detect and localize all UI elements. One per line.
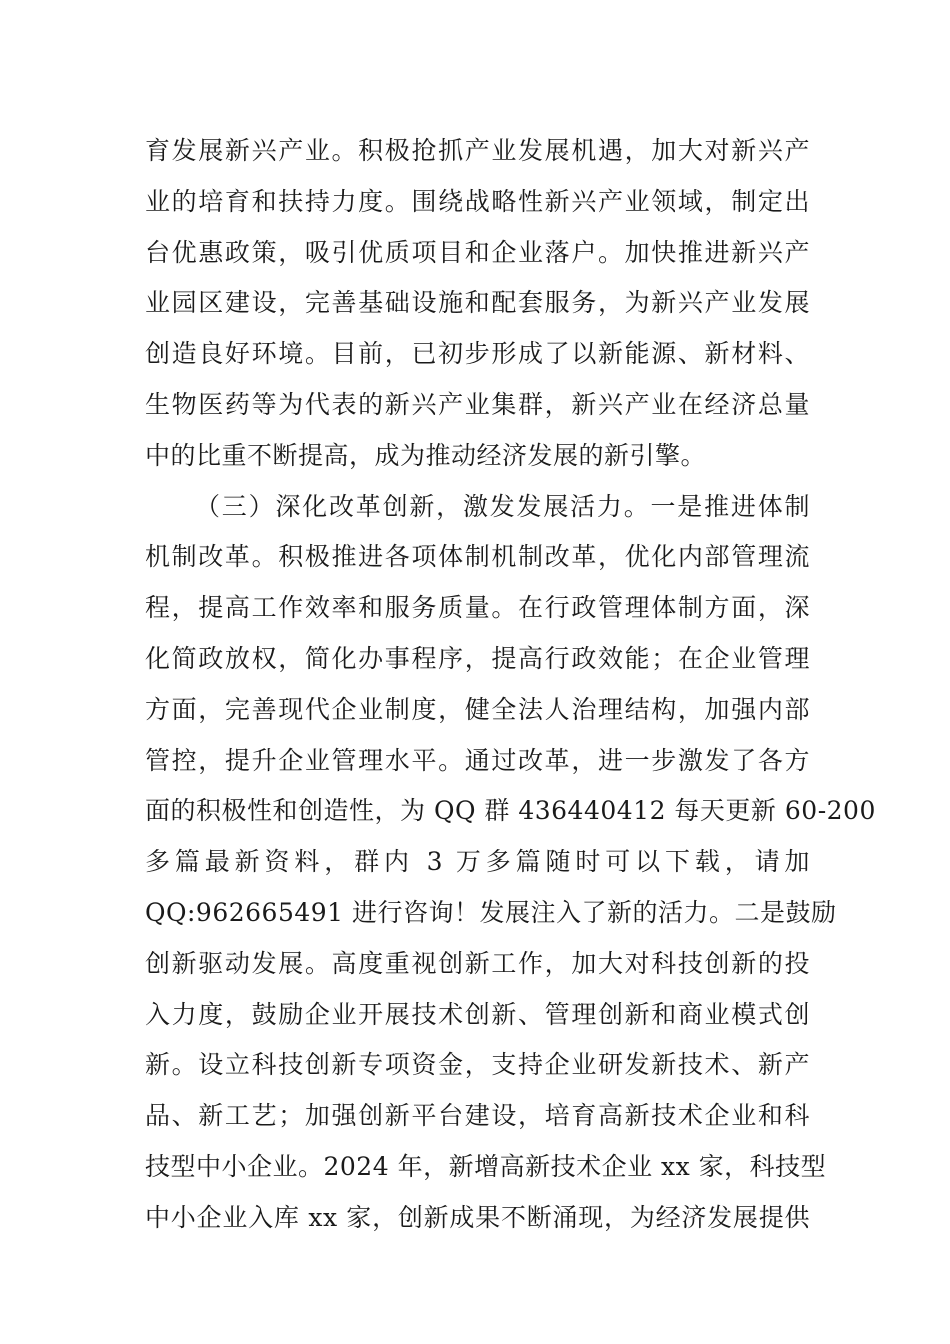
- text-line: 入力度，鼓励企业开展技术创新、管理创新和商业模式创: [145, 999, 810, 1029]
- text-line: 创新驱动发展。高度重视创新工作，加大对科技创新的投: [145, 948, 810, 978]
- text-line: 业园区建设，完善基础设施和配套服务，为新兴产业发展: [145, 288, 810, 318]
- body-text: [145, 126, 876, 1244]
- text-line: 创造良好环境。目前，已初步形成了以新能源、新材料、: [145, 339, 810, 369]
- text-line: 育发展新兴产业。积极抢抓产业发展机遇，加大对新兴产: [145, 136, 810, 165]
- text-line: 化简政放权，简化办事程序，提高行政效能；在企业管理: [145, 643, 810, 673]
- text-line: 多篇最新资料，群内 3 万多篇随时可以下载，请加: [145, 847, 810, 877]
- text-line: 生物医药等为代表的新兴产业集群，新兴产业在经济总量: [145, 389, 810, 419]
- text-line: 中小企业入库 xx 家，创新成果不断涌现，为经济发展提供: [145, 1202, 810, 1232]
- text-line: 品、新工艺；加强创新平台建设，培育高新技术企业和科: [145, 1101, 810, 1131]
- text-line: 机制改革。积极推进各项体制机制改革，优化内部管理流: [145, 542, 810, 572]
- text-line: 新。设立科技创新专项资金，支持企业研发新技术、新产: [145, 1050, 810, 1080]
- text-line: 业的培育和扶持力度。围绕战略性新兴产业领域，制定出: [145, 186, 810, 216]
- paragraph-end-line: 中的比重不断提高，成为推动经济发展的新引擎。: [145, 440, 707, 470]
- text-line: 技型中小企业。2024 年，新增高新技术企业 xx 家，科技型: [145, 1151, 827, 1181]
- text-line: 面的积极性和创造性，为 QQ 群 436440412 每天更新 60-200: [145, 796, 876, 826]
- text-line: 管控，提升企业管理水平。通过改革，进一步激发了各方: [145, 745, 810, 775]
- text-line: QQ:962665491 进行咨询！发展注入了新的活力。二是鼓励: [145, 897, 837, 927]
- text-line: 台优惠政策，吸引优质项目和企业落户。加快推进新兴产: [145, 237, 810, 267]
- text-line: 程，提高工作效率和服务质量。在行政管理体制方面，深: [145, 593, 810, 623]
- section-heading-line: （三）深化改革创新，激发发展活力。一是推进体制: [195, 491, 810, 521]
- text-line: 方面，完善现代企业制度，健全法人治理结构，加强内部: [145, 694, 810, 724]
